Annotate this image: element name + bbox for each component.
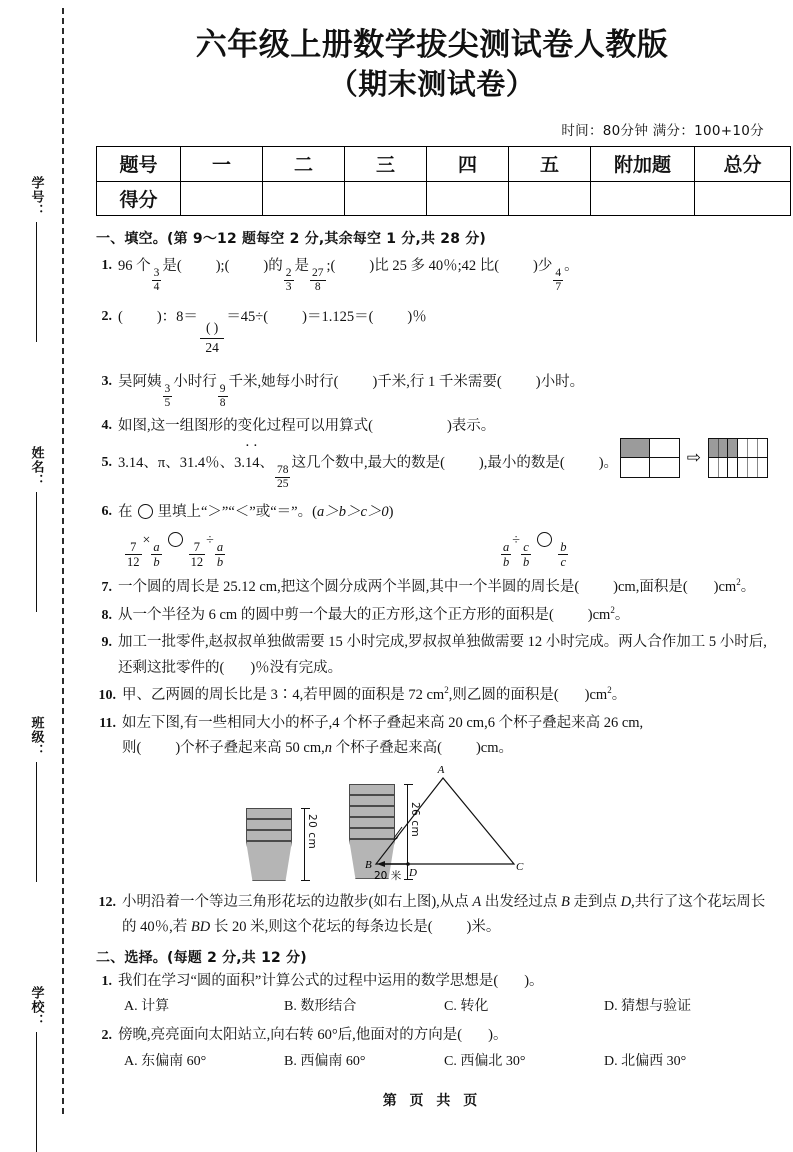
q12-text-5: 长 20 米,则这个花坛的每条边长是( (210, 919, 433, 936)
margin-field-rule (36, 492, 37, 612)
fraction-denominator: b (522, 554, 530, 569)
question-1-3 (96, 369, 768, 410)
answer-blank[interactable] (442, 740, 476, 756)
dimension-label-20cm: 20 cm (306, 813, 318, 850)
option-b[interactable]: B. 西偏南 60° (284, 1054, 366, 1070)
comparison-circle[interactable] (138, 504, 153, 519)
answer-blank[interactable] (335, 258, 369, 274)
score-cell[interactable] (181, 181, 263, 215)
point-label-d: D (409, 866, 417, 879)
q8-text-1: 从一个半径为 6 cm 的圆中剪一个最大的正方形,这个正方形的面积是( (118, 606, 554, 623)
answer-blank[interactable] (141, 740, 175, 756)
q5-text-3: 这几个数中,最大的数是( (291, 455, 445, 472)
question-1-11 (96, 711, 768, 762)
question-text (118, 630, 768, 681)
q1-text-8: )少 (533, 257, 553, 274)
fraction-a-b (151, 540, 161, 569)
dimension-line (304, 808, 305, 881)
fraction-denominator: b (503, 554, 510, 569)
score-cell[interactable] (509, 181, 591, 215)
score-header-cell: 题号 (97, 146, 181, 181)
answer-blank[interactable] (123, 309, 157, 325)
margin-field-class (14, 716, 58, 882)
page-footer: 第 页 共 页 (382, 1093, 482, 1109)
q1-text-1: 96 个 (118, 257, 151, 274)
q5-text-1: 3.14、π、31.4％、3. (118, 455, 245, 472)
q1-text-4: )的 (263, 257, 283, 274)
answer-blank[interactable] (554, 607, 588, 623)
question-1-4 (96, 413, 768, 440)
figure-q4-grids (620, 438, 768, 478)
vertex-label-c: C (516, 860, 524, 873)
score-header-cell: 二 (263, 146, 345, 181)
q2-text-2: )：8＝ (156, 308, 198, 325)
grid-before (620, 438, 680, 478)
comparison-circle[interactable] (168, 532, 183, 547)
section-two-heading: 二、选择。(每题 2 分,共 12 分) (96, 949, 307, 966)
fraction-denominator: 8 (314, 280, 321, 293)
q2-1-text-1: 我们在学习“圆的面积”计算公式的过程中运用的数学思想是( (118, 972, 499, 989)
fraction-denominator: b (153, 554, 160, 569)
grid-after (708, 438, 768, 478)
q2-text-1: ( (118, 308, 123, 325)
margin-field-label: 班级： (28, 716, 44, 758)
fraction-numerator: a (216, 539, 224, 554)
answer-blank[interactable] (182, 258, 216, 274)
fraction-numerator: 2 (285, 266, 292, 279)
q1-text-3: );( (215, 257, 230, 274)
vertex-label-a: A (437, 763, 445, 776)
q3-text-4: )千米,行 1 千米需要( (372, 373, 502, 390)
q11-text-1: 如左下图,有一些相同大小的杯子,4 个杯子叠起来高 20 cm,6 个杯子叠起来高 26 cm, (122, 715, 644, 732)
answer-blank[interactable] (224, 660, 250, 676)
answer-blank[interactable] (498, 973, 524, 989)
fraction-denominator: 12 (190, 554, 204, 569)
cup-rim (246, 819, 292, 830)
margin-field-label: 学号： (28, 176, 44, 218)
fraction-denominator: 5 (164, 396, 171, 409)
triangle-svg (346, 764, 526, 889)
score-header-cell: 四 (427, 146, 509, 181)
option-c[interactable]: C. 转化 (444, 999, 489, 1015)
superscript-2: 2 (736, 576, 741, 587)
question-number: 5. (101, 455, 112, 471)
q7-text-3: )cm (713, 578, 737, 595)
margin-field-name (14, 446, 58, 612)
question-number: 8. (101, 607, 112, 623)
fraction-9-8 (218, 383, 228, 410)
fraction-numerator: 7 (189, 540, 206, 555)
question-text (118, 413, 768, 440)
fraction-a-b (215, 540, 225, 569)
cup-rim (246, 808, 292, 819)
fraction-numerator: 27 (312, 266, 324, 279)
grid-cell-divided (738, 458, 767, 477)
exam-meta: 时间：80分钟 满分：100+10分 (561, 122, 764, 139)
q7-text-4: 。 (740, 578, 756, 595)
grid-cell (621, 458, 650, 477)
q11-text-4: 个杯子叠起来高( (332, 740, 442, 757)
question-number: 2. (101, 308, 112, 324)
q1-text-5: 是 (294, 257, 309, 274)
fraction-denominator: 3 (285, 280, 292, 293)
question-text (118, 499, 768, 526)
answer-blank[interactable] (338, 374, 372, 390)
page-subtitle: （期末测试卷） (328, 66, 536, 101)
fraction-3-5 (163, 383, 173, 410)
fraction-numerator: b (560, 539, 567, 554)
page-title: 六年级上册数学拔尖测试卷人教版 (195, 27, 669, 63)
superscript-2: 2 (607, 685, 612, 696)
score-cell[interactable] (345, 181, 427, 215)
q3-text-2: 小时行 (173, 373, 217, 390)
fraction-78-25 (275, 464, 291, 491)
fraction-a-b (501, 540, 511, 569)
answer-blank[interactable] (433, 919, 467, 935)
point-b-ref: B (561, 893, 570, 910)
answer-blank[interactable] (445, 455, 479, 471)
q3-text-3: 千米,她每小时行( (228, 373, 339, 390)
option-d[interactable]: D. 北偏西 30° (604, 1054, 687, 1070)
answer-blank[interactable] (499, 258, 533, 274)
question-number: 6. (101, 503, 112, 519)
question-number: 1. (101, 257, 112, 273)
q8-text-2: )cm (587, 606, 611, 623)
margin-field-rule (36, 222, 37, 342)
q6-text-2: 里填上“＞”“＜”或“＝”。( (157, 503, 317, 520)
score-cell[interactable] (695, 181, 791, 215)
answer-blank[interactable] (268, 309, 302, 325)
fraction-numerator: 3 (153, 266, 160, 279)
q6-condition: a＞b＞c＞0 (316, 503, 389, 520)
segment-bd-length-label: 20 米 (374, 869, 402, 882)
question-number: 10. (98, 688, 116, 704)
answer-blank[interactable] (373, 418, 447, 434)
answer-blank[interactable] (462, 1027, 488, 1043)
question-number: 9. (101, 635, 112, 651)
figure-row-cups-triangle (96, 763, 768, 894)
q2-text-3: ＝45÷( (226, 308, 269, 325)
q3-text-5: )小时。 (535, 373, 585, 390)
grid-cell-shaded (621, 439, 650, 458)
q6-expression-right (426, 532, 768, 569)
q12-text-1: 小明沿着一个等边三角形花坛的边散步(如右上图),从点 (122, 893, 473, 910)
question-text (118, 253, 768, 294)
fraction-3-4 (152, 267, 162, 294)
option-d[interactable]: D. 猜想与验证 (604, 999, 692, 1015)
cup-bottom (246, 841, 292, 881)
q10-text-4: 。 (611, 687, 627, 704)
q2-2-text-1: 傍晚,亮亮面向太阳站立,向右转 60°后,他面对的方向是( (118, 1027, 463, 1044)
score-header-cell: 三 (345, 146, 427, 181)
question-2-2-options (124, 1050, 768, 1074)
question-1-8 (96, 603, 768, 629)
question-2-1 (96, 969, 768, 995)
fraction-7-12 (189, 540, 206, 569)
question-number: 1. (101, 973, 112, 989)
q6-expression-left (96, 532, 426, 569)
q10-text-2: ,则乙圆的面积是( (448, 687, 559, 704)
answer-blank[interactable] (229, 258, 263, 274)
question-text (122, 890, 768, 941)
margin-field-label: 姓名： (28, 446, 44, 488)
q2-1-text-2: )。 (524, 972, 544, 989)
margin-field-rule (36, 762, 37, 882)
score-row-label: 得分 (97, 181, 181, 215)
grid-cell-divided (709, 458, 738, 477)
q4-text-1: 如图,这一组图形的变化过程可以用算式( (118, 418, 373, 435)
fraction-denominator: 12 (127, 554, 140, 569)
operator-divide: ÷ (206, 532, 214, 548)
grid-cell (650, 439, 679, 458)
grid-cell-divided (738, 439, 767, 458)
question-1-2 (96, 304, 768, 357)
q1-text-7: )比 25 多 40％;42 比( (369, 257, 500, 274)
comparison-circle[interactable] (537, 532, 552, 547)
q9-text-2: )％没有完成。 (250, 659, 343, 676)
repeating-decimal-marker: ·· 14 (245, 450, 260, 477)
fraction-numerator: 78 (276, 464, 289, 477)
fraction-numerator: a (153, 539, 160, 554)
question-number: 3. (101, 373, 112, 389)
fraction-27-8 (310, 267, 326, 294)
q12-text-6: )米。 (466, 919, 501, 936)
point-a-ref: A (472, 893, 482, 910)
margin-field-label: 学校： (28, 986, 44, 1028)
fraction-2-3 (284, 267, 294, 294)
fraction-numerator: a (503, 539, 510, 554)
question-1-7 (96, 575, 768, 601)
fraction-numerator: 4 (555, 266, 562, 279)
question-text (118, 603, 768, 628)
q8-text-3: 。 (614, 606, 630, 623)
figure-cup-stack-small (246, 808, 318, 881)
margin-field-school (14, 986, 58, 1152)
question-text (122, 683, 768, 708)
question-number: 12. (98, 894, 116, 910)
q11-text-2: 则( (122, 740, 142, 757)
score-header-cell: 一 (181, 146, 263, 181)
operator-divide: ÷ (512, 532, 520, 548)
answer-blank[interactable] (579, 579, 613, 595)
answer-blank[interactable] (502, 374, 536, 390)
option-c[interactable]: C. 西偏北 30° (444, 1054, 526, 1070)
score-cell[interactable] (263, 181, 345, 215)
margin-field-rule (36, 1032, 37, 1152)
score-cell[interactable] (591, 181, 695, 215)
question-1-1 (96, 253, 768, 294)
fraction-c-b (521, 540, 531, 569)
q2-text-4: )＝1.125＝( (302, 308, 374, 325)
question-text (118, 304, 768, 357)
q12-text-4: ,共行了这个花坛周长的 40％,若 (122, 893, 766, 936)
table-row-header (97, 146, 791, 181)
q11-text-5: )cm。 (475, 740, 514, 757)
superscript-2: 2 (610, 604, 615, 615)
figure-triangle-abc (346, 764, 526, 894)
answer-blank[interactable] (373, 309, 407, 325)
question-number: 7. (101, 579, 112, 595)
score-table (96, 146, 791, 216)
grid-cell-shaded-divided (709, 439, 738, 458)
q9-text-1: 加工一批零件,赵叔叔单独做需要 15 小时完成,罗叔叔单独做需要 12 小时完成。两人合作加工 5 小时后,还剩这批零件的( (118, 634, 767, 676)
fraction-numerator: 9 (219, 382, 226, 395)
fraction-denominator: 24 (205, 339, 219, 355)
question-number: 4. (101, 418, 112, 434)
fraction-denominator: 8 (219, 396, 226, 409)
answer-blank[interactable] (565, 455, 599, 471)
margin-field-student-id (14, 176, 58, 342)
q7-text-2: )cm,面积是( (613, 578, 688, 595)
question-text (122, 711, 768, 762)
table-row-score (97, 181, 791, 215)
q12-text-3: 走到点 (569, 893, 621, 910)
dashed-cut-line (62, 8, 64, 1114)
q6-text-3: ) (388, 503, 394, 520)
fraction-denominator: 4 (153, 280, 160, 293)
segment-bd-ref: BD (190, 919, 211, 936)
question-2-1-options (124, 995, 768, 1019)
cup-rim (246, 830, 292, 841)
fraction-denominator: c (560, 554, 567, 569)
option-a[interactable]: A. 东偏南 60° (124, 1054, 207, 1070)
q5-text-5: )。 (598, 455, 619, 472)
arrow-right-icon: ⇨ (686, 447, 701, 468)
q3-text-1: 吴阿姨 (118, 373, 162, 390)
question-number: 2. (101, 1028, 112, 1044)
fraction-b-c (558, 540, 568, 569)
score-header-cell: 附加题 (591, 146, 695, 181)
question-number: 11. (99, 716, 116, 732)
fraction-7-12 (125, 540, 142, 569)
question-text (118, 575, 768, 600)
q12-text-2: 出发经过点 (481, 893, 562, 910)
grid-cell (650, 458, 679, 477)
q4-text-2: )表示。 (446, 418, 496, 435)
score-header-cell: 五 (509, 146, 591, 181)
question-text (118, 1023, 768, 1048)
option-b[interactable]: B. 数形结合 (284, 999, 357, 1015)
fraction-denominator: b (216, 554, 224, 569)
answer-blank[interactable] (688, 579, 714, 595)
variable-n: n (324, 740, 333, 757)
superscript-2: 2 (444, 685, 449, 696)
q5-text-2: 、 (259, 455, 274, 472)
q2-text-5: )％ (407, 308, 427, 325)
fraction-4-7 (553, 267, 563, 294)
triangle-outline (376, 778, 514, 864)
option-a[interactable]: A. 计算 (124, 999, 170, 1015)
fraction-denominator: 7 (555, 280, 562, 293)
fraction-numerator-blank[interactable]: ( ) (200, 320, 224, 339)
fraction-denominator: 25 (276, 478, 289, 491)
cup-stack-body (246, 808, 292, 881)
operator-multiply: × (142, 532, 151, 548)
q5-text-4: ),最小的数是( (478, 455, 565, 472)
fraction-numerator: c (521, 540, 531, 555)
score-cell[interactable] (427, 181, 509, 215)
exam-title-block (96, 0, 768, 103)
question-1-10 (96, 683, 768, 709)
question-1-12 (96, 890, 768, 941)
section-one-heading: 一、填空。(第 9～12 题每空 2 分,其余每空 1 分,共 28 分) (96, 230, 487, 247)
question-text (118, 369, 768, 410)
q1-text-6: ;( (326, 257, 336, 274)
score-header-cell: 总分 (695, 146, 791, 181)
dimension-label-26cm: 26 cm (409, 801, 421, 838)
q10-text-1: 甲、乙两圆的周长比是 3∶4,若甲圆的面积是 72 cm (122, 687, 445, 704)
point-d-ref: D (620, 893, 632, 910)
answer-blank[interactable] (559, 687, 585, 703)
question-1-9 (96, 630, 768, 681)
fraction-blank-over-24 (200, 320, 224, 357)
fraction-numerator: 7 (125, 540, 142, 555)
question-2-2 (96, 1023, 768, 1049)
fraction-numerator: 3 (164, 382, 171, 395)
q1-text-9: 。 (564, 257, 579, 274)
exam-page-content (96, 0, 768, 1122)
question-text (118, 969, 768, 994)
question-1-6 (96, 499, 768, 526)
q7-text-1: 一个圆的周长是 25.12 cm,把这个圆分成两个半圆,其中一个半圆的周长是( (118, 578, 580, 595)
q10-text-3: )cm (584, 687, 608, 704)
q11-text-3: )个杯子叠起来高 50 cm, (175, 740, 325, 757)
point-d-dot (406, 862, 410, 866)
vertex-label-b: B (365, 858, 372, 871)
q1-text-2: 是( (162, 257, 182, 274)
q2-2-text-2: )。 (488, 1027, 508, 1044)
question-1-6-expressions (96, 532, 768, 569)
q6-text-1: 在 (118, 503, 133, 520)
